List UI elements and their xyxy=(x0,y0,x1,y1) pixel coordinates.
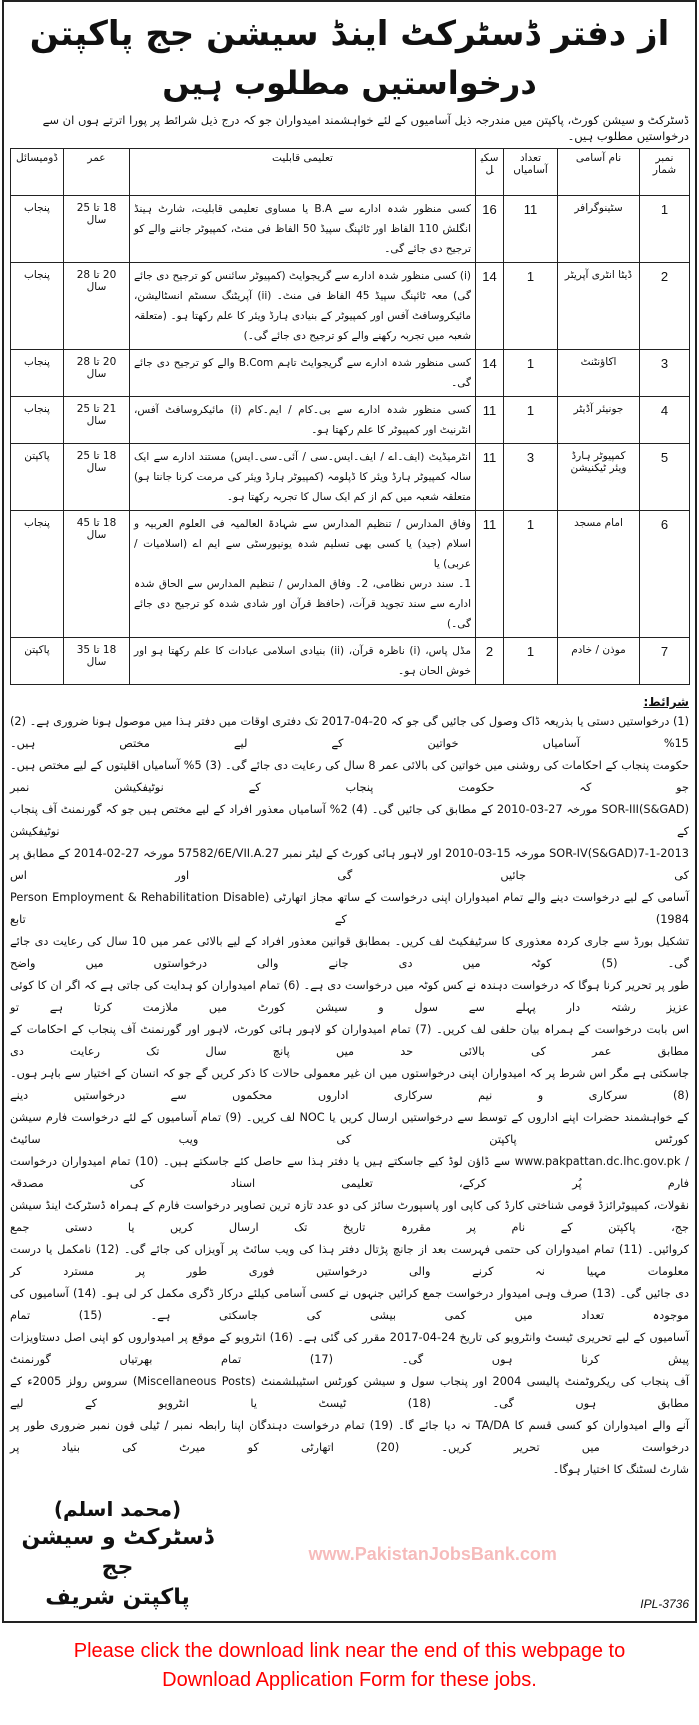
row-serial: 2 xyxy=(640,263,690,350)
row-serial: 3 xyxy=(640,350,690,397)
header-count: تعداد آسامیاں xyxy=(504,149,558,196)
row-post-name: امام مسجد xyxy=(558,511,640,638)
header-age: عمر xyxy=(64,149,130,196)
row-post-name: موذن / خادم xyxy=(558,638,640,685)
header-scale: سکیل xyxy=(476,149,504,196)
row-qualification: مڈل پاس، (i) ناظرہ قرآن، (ii) بنیادی اسلامی عبادات کا علم رکھتا ہو اور خوش الحان ہو۔ xyxy=(130,638,476,685)
conditions-line: SOR-IV(S&GAD)7-1-2013 مورخہ 15-03-2010 اور لاہور ہائی کورٹ کے لیٹر نمبر 57582/6E/VII.A.27 مورخہ 27-02-2014 کے مطابق پر کی جائیں گی اور اس xyxy=(10,847,689,882)
conditions-line: اس بابت درخواست کے ہمراہ بیان حلفی لف کریں۔ (7) تمام امیدواران کو لاہور ہائی کورٹ، لاہور اور گورنمنٹ آف پنجاب کے احکامات کے مطابق عمر کی بالائی حد میں پانچ سال تک رعایت دی xyxy=(10,1023,690,1058)
watermark: www.PakistanJobsBank.com xyxy=(308,1543,557,1564)
header-qualification: تعلیمی قابلیت xyxy=(130,149,476,196)
download-notice-line2: Download Application Form for these jobs. xyxy=(162,1669,537,1691)
row-domicile: پنجاب xyxy=(11,196,64,263)
row-qualification: کسی منظور شدہ ادارے سے بی۔کام / ایم۔کام (i) مائیکروسافٹ آفس، انٹرنیٹ اور کمپیوٹر کا علم رکھتا ہو۔ xyxy=(130,397,476,444)
table-row xyxy=(11,638,690,685)
ipl-code: IPL-3736 xyxy=(640,1597,689,1611)
row-qualification: وفاق المدارس / تنظیم المدارس سے شہادۃ العالمیہ فی العلوم العربیہ و اسلام (جید) یا کسی بھی تسلیم شدہ یونیورسٹی سے ایم اے (اسلامیات / عربی) یا 1۔ سند درس نظامی، 2۔ وفاق المدارس / تنظیم المدارس سے الحاق شدہ ادارے سے سند تجوید قرآت، (حافظ قرآن اور شادی شدہ کو ترجیح دی جائے گی۔) xyxy=(130,511,476,638)
conditions-line: آسامی کے لیے درخواست دینے والے تمام امیدواران اپنی درخواست کے ساتھ مجاز اتھارٹی (Person Employment & Rehabilitation Disable 1984) کے تابع xyxy=(10,891,689,926)
conditions-line: آسامیوں کے لیے تحریری ٹیسٹ وانٹرویو کی تاریخ 24-04-2017 مقرر کی گئی ہے۔ (16) انٹرویو کے موقع پر امیدواروں کو اپنی اصل دستاویزات پیش کرنا ہوں گی۔ (17) تمام بھرتیاں گورنمنٹ xyxy=(10,1331,690,1366)
row-post-name: جونیئر آڈیٹر xyxy=(558,397,640,444)
ad-intro: ڈسٹرکٹ و سیشن کورٹ، پاکپتن میں مندرجہ ذیل آسامیوں کے لئے خواہشمند امیدواران جو کہ درج ذیل شرائط پر پورا اترتے ہوں ان سے درخواستیں مطلوب ہیں۔ xyxy=(42,113,689,143)
signatory-title: ڈسٹرکٹ و سیشن جج xyxy=(21,1525,214,1580)
row-post-count: 1 xyxy=(504,511,558,638)
conditions-line: SOR-III(S&GAD) مورخہ 27-03-2010 کے مطابق کی جائیں گی۔ (4) 2% آسامیاں معذور افراد کے لیے مختص ہیں جو کہ گورنمنٹ آف پنجاب کے نوٹیفکیشن xyxy=(10,803,689,838)
signatory-location: پاکپتن شریف xyxy=(45,1585,190,1610)
row-serial: 4 xyxy=(640,397,690,444)
table-row xyxy=(11,444,690,511)
job-advertisement xyxy=(2,0,697,1623)
signatory-name: (محمد اسلم) xyxy=(53,1497,182,1521)
conditions-line: (1) درخواستیں دستی یا بذریعہ ڈاک وصول کی جائیں گی جو کہ 20-04-2017 تک دفتری اوقات میں دفتر ہذا میں موصول ہونا ضروری ہے۔ (2) 15% آسامیاں خواتین کے لیے مختص ہیں۔ xyxy=(10,715,689,750)
row-domicile: پنجاب xyxy=(11,263,64,350)
row-scale: 14 xyxy=(476,263,504,350)
header-serial: نمبر شمار xyxy=(640,149,690,196)
row-qualification: کسی منظور شدہ ادارے سے B.A یا مساوی تعلیمی قابلیت، شارٹ ہینڈ انگلش 110 الفاظ اور ٹائپنگ سپیڈ 50 الفاظ فی منٹ، کمپیوٹر جاننے والے کو ترجیح دی جائے گی۔ xyxy=(130,196,476,263)
conditions-line: تشکیل بورڈ سے جاری کردہ معذوری کا سرٹیفکیٹ لف کریں۔ بمطابق قوانین معذور افراد کے لیے بالائی عمر میں 10 سال کی رعایت دی جائے گی۔ (5) کوٹہ میں دی جانے والی درخواستوں میں واضح xyxy=(10,935,689,970)
table-row xyxy=(11,350,690,397)
download-notice xyxy=(0,1637,699,1725)
signature-block xyxy=(10,1495,225,1613)
row-post-count: 11 xyxy=(504,196,558,263)
ad-subtitle: درخواستیں مطلوب ہیں xyxy=(162,64,537,102)
conditions-line: شارٹ لسٹنگ کا اختیار ہوگا۔ xyxy=(552,1463,689,1476)
row-serial: 6 xyxy=(640,511,690,638)
row-scale: 14 xyxy=(476,350,504,397)
table-row xyxy=(11,397,690,444)
conditions-line: حکومت پنجاب کے احکامات کی روشنی میں خواتین کی بالائی عمر 8 سال کی رعایت دی جائے گی۔ (3) 5% آسامیاں اقلیتوں کے لیے مختص ہیں۔ جو کہ حکومت پنجاب کے نوٹیفکیشن نمبر xyxy=(10,759,689,794)
row-qualification: کسی منظور شدہ ادارے سے گریجوایٹ تاہم B.Com والے کو ترجیح دی جائے گی۔ xyxy=(130,350,476,397)
row-serial: 7 xyxy=(640,638,690,685)
conditions-line: آف پنجاب کی ریکروٹمنٹ پالیسی 2004 اور پنجاب سول و سیشن کورٹس اسٹیبلشمنٹ (Miscellaneous Posts) سروس رولز 2005ء کے مطابق ہوں گی۔ (18) ٹیسٹ یا انٹرویو کے لیے xyxy=(10,1375,690,1410)
row-post-count: 1 xyxy=(504,263,558,350)
table-row xyxy=(11,196,690,263)
row-post-name: اکاؤنٹنٹ xyxy=(558,350,640,397)
conditions-line: دی جائیں گی۔ (13) صرف وہی امیدوار درخواست جمع کرائیں جنہوں نے کسی آسامی کیلئے درکار ڈگری مکمل کر لی ہو۔ (14) آسامیوں کی موجودہ تعداد میں کمی بیشی کی جاسکتی ہے۔ (15) تمام xyxy=(10,1287,689,1322)
jobs-table xyxy=(10,148,690,685)
row-scale: 2 xyxy=(476,638,504,685)
conditions-text xyxy=(10,711,689,1481)
row-post-name: ڈیٹا انٹری آپریٹر xyxy=(558,263,640,350)
conditions-line: کے خواہشمند حضرات اپنے اداروں کے توسط سے درخواستیں ارسال کریں یا NOC لف کریں۔ (9) تمام آسامیوں کے لئے درخواست فارم سیشن کورٹس پاکپتن کی ویب سائیٹ xyxy=(10,1111,689,1146)
row-age: 18 تا 45 سال xyxy=(64,511,130,638)
row-domicile: پنجاب xyxy=(11,397,64,444)
table-header-row xyxy=(11,149,690,196)
conditions-line: طور پر تحریر کرنا ہوگا کہ درخواست دہندہ نے کس کوٹہ میں درخواست دی ہے۔ (6) تمام امیدواران کو ہدایت کی جاتی ہے کہ اگر ان کا کوئی عزیز رشتہ دار پہلے سے سول و سیشن کورٹ میں ملازمت کرتا ہے تو xyxy=(10,979,689,1014)
row-post-count: 3 xyxy=(504,444,558,511)
row-post-count: 1 xyxy=(504,397,558,444)
row-qualification: (i) کسی منظور شدہ ادارے سے گریجوایٹ (کمپیوٹر سائنس کو ترجیح دی جائے گی) معہ ٹائپنگ سپیڈ 45 الفاظ فی منٹ۔ (ii) آپریٹنگ سسٹم انسٹالیشن، مائیکروسافٹ آفس اور کمپیوٹر کے بنیادی ہارڈ ویئر کا علم رکھتا ہو۔ (متعلقہ شعبہ میں تجربہ رکھنے والے کو ترجیح دی جائے گی۔) xyxy=(130,263,476,350)
row-qualification: انٹرمیڈیٹ (ایف۔اے / ایف۔ایس۔سی / آئی۔سی۔ایس) مستند ادارے سے ایک سالہ کمپیوٹر ہارڈ ویئر کا ڈپلومہ (کمپیوٹر ہارڈ ویئر کی مرمت کرنا جانتا ہو) متعلقہ شعبہ میں کم از کم ایک سال کا تجربہ رکھتا ہو۔ xyxy=(130,444,476,511)
row-scale: 16 xyxy=(476,196,504,263)
row-domicile: پاکپتن xyxy=(11,638,64,685)
row-domicile: پنجاب xyxy=(11,350,64,397)
row-age: 20 تا 28 سال xyxy=(64,263,130,350)
row-post-count: 1 xyxy=(504,350,558,397)
row-scale: 11 xyxy=(476,511,504,638)
header-domicile: ڈومیسائل xyxy=(11,149,64,196)
conditions-line: جاسکتی ہے مگر اس شرط پر کہ امیدواران اپنی درخواستوں میں ان غیر معمولی حالات کا ذکر کریں گے جو کہ انسان کے اختیار سے باہر ہوں۔ (8) سرکاری و نیم سرکاری اداروں محکموں سے درخواستیں دینے xyxy=(10,1067,689,1102)
row-domicile: پنجاب xyxy=(11,511,64,638)
row-serial: 5 xyxy=(640,444,690,511)
table-row xyxy=(11,511,690,638)
row-age: 21 تا 25 سال xyxy=(64,397,130,444)
row-scale: 11 xyxy=(476,444,504,511)
ad-title: از دفتر ڈسٹرکٹ اینڈ سیشن جج پاکپتن xyxy=(29,14,670,54)
conditions-line: کروائیں۔ (11) تمام امیدواران کی حتمی فہرست بعد از جانچ پڑتال دفتر ہذا کی ویب سائٹ پر آویزاں کی جائے گی۔ (12) نامکمل یا درست معلومات مہیا نہ کرنے والی درخواستیں فوری طور پر مسترد کر xyxy=(10,1243,689,1278)
download-notice-line1: Please click the download link near the end of this webpage to xyxy=(73,1640,626,1662)
row-serial: 1 xyxy=(640,196,690,263)
row-age: 18 تا 35 سال xyxy=(64,638,130,685)
row-scale: 11 xyxy=(476,397,504,444)
row-post-name: سٹینوگرافر xyxy=(558,196,640,263)
header-post: نام آسامی xyxy=(558,149,640,196)
ad-footer xyxy=(10,1495,689,1613)
conditions-line: نقولات، کمپیوٹرائزڈ قومی شناختی کارڈ کی کاپی اور پاسپورٹ سائز کی دو عدد تازہ ترین تصاویر درخواست فارم کے ہمراہ ڈسٹرکٹ اینڈ سیشن جج، پاکپتن کے نام پر مقررہ تاریخ تک ارسال کریں یا دستی جمع xyxy=(10,1199,689,1234)
row-age: 18 تا 25 سال xyxy=(64,196,130,263)
conditions-line: / www.pakpattan.dc.lhc.gov.pk سے ڈاؤن لوڈ کیے جاسکتے ہیں یا دفتر ہذا سے حاصل کئے جاسکتے ہیں۔ (10) تمام امیدواران درخواست فارم پُر کرکے، تعلیمی اسناد کی مصدقہ xyxy=(10,1155,689,1190)
row-post-name: کمپیوٹر ہارڈ ویئر ٹیکنیشن xyxy=(558,444,640,511)
table-row xyxy=(11,263,690,350)
conditions-line: آنے والے امیدواران کو کسی قسم کا TA/DA نہ دیا جائے گا۔ (19) تمام درخواست دہندگان اپنا رابطہ نمبر / ٹیلی فون نمبر ضروری طور پر درخواست میں تحریر کریں۔ (20) اتھارٹی کو میرٹ کی بنیاد پر xyxy=(10,1419,689,1454)
row-age: 20 تا 28 سال xyxy=(64,350,130,397)
row-age: 18 تا 25 سال xyxy=(64,444,130,511)
row-post-count: 1 xyxy=(504,638,558,685)
conditions-heading: شرائط: xyxy=(643,695,689,709)
row-domicile: پاکپتن xyxy=(11,444,64,511)
